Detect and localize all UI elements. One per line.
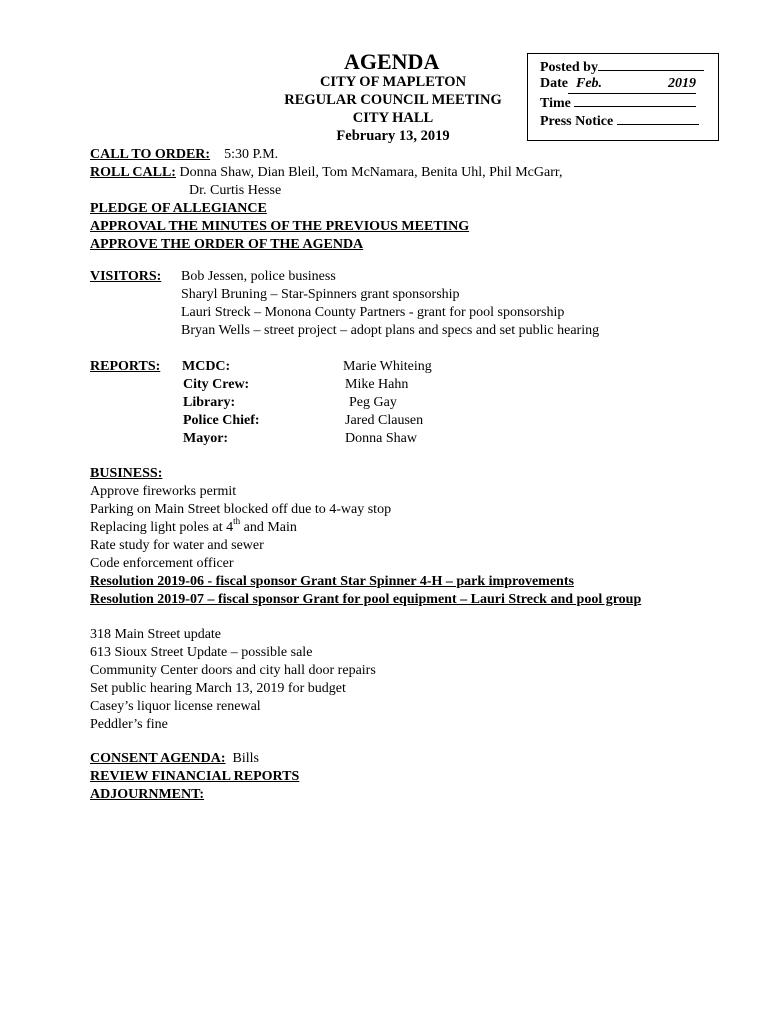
roll-call-label: ROLL CALL: — [90, 165, 176, 180]
business-item: Approve fireworks permit — [90, 484, 237, 499]
light-poles-text: Replacing light poles at 4 — [90, 520, 234, 535]
report-role: MCDC: — [182, 359, 231, 374]
report-name: Mike Hahn — [345, 377, 409, 392]
date-line — [540, 75, 696, 94]
report-name: Marie Whiteing — [343, 359, 432, 374]
time-line — [540, 93, 696, 113]
light-poles-text-end: and Main — [240, 520, 297, 535]
visitor-item: Bryan Wells – street project – adopt plans and specs and set public hearing — [181, 323, 600, 338]
visitor-item: Bob Jessen, police business — [181, 269, 336, 284]
call-to-order-label: CALL TO ORDER: — [90, 147, 211, 162]
date-year: 2019 — [668, 76, 696, 91]
report-name: Peg Gay — [349, 395, 397, 410]
press-notice-line — [540, 111, 699, 131]
meeting-type: REGULAR COUNCIL MEETING — [284, 92, 502, 108]
time-blank — [574, 93, 696, 107]
pledge-of-allegiance: PLEDGE OF ALLEGIANCE — [90, 201, 267, 216]
consent-agenda — [90, 750, 259, 768]
call-to-order-time: 5:30 P.M. — [224, 147, 279, 162]
business-item: Set public hearing March 13, 2019 for budget — [90, 681, 346, 696]
visitor-item: Lauri Streck – Monona County Partners - grant for pool sponsorship — [181, 305, 565, 320]
business-item: Peddler’s fine — [90, 717, 168, 732]
consent-agenda-value: Bills — [232, 751, 259, 766]
business-item-light-poles — [90, 516, 297, 537]
resolution-item: Resolution 2019-07 – fiscal sponsor Grant for pool equipment – Lauri Streck and pool group — [90, 592, 642, 607]
business-item: Casey’s liquor license renewal — [90, 699, 261, 714]
business-item: Code enforcement officer — [90, 556, 234, 571]
business-label: BUSINESS: — [90, 466, 163, 481]
visitor-item: Sharyl Bruning – Star-Spinners grant sponsorship — [181, 287, 460, 302]
date-label: Date — [540, 76, 568, 91]
report-role: Library: — [183, 395, 236, 410]
posted-by-blank — [598, 57, 704, 71]
posted-by-label: Posted by — [540, 60, 598, 75]
meeting-location: CITY HALL — [352, 110, 434, 126]
date-field — [568, 75, 696, 94]
meeting-date: February 13, 2019 — [336, 128, 450, 144]
report-name: Donna Shaw — [345, 431, 417, 446]
business-item: Parking on Main Street blocked off due to 4-way stop — [90, 502, 392, 517]
press-notice-label: Press Notice — [540, 114, 614, 129]
roll-call-names-2: Dr. Curtis Hesse — [189, 183, 282, 198]
posted-notice-box — [527, 53, 719, 141]
press-notice-blank — [617, 111, 699, 125]
roll-call-names-1: Donna Shaw, Dian Bleil, Tom McNamara, Benita Uhl, Phil McGarr, — [179, 165, 563, 180]
date-month: Feb. — [576, 76, 603, 91]
consent-agenda-label: CONSENT AGENDA: — [90, 751, 226, 766]
reports-label: REPORTS: — [90, 359, 161, 374]
visitors-label: VISITORS: — [90, 269, 162, 284]
business-item: Community Center doors and city hall door repairs — [90, 663, 376, 678]
report-role: Police Chief: — [183, 413, 260, 428]
resolution-item: Resolution 2019-06 - fiscal sponsor Grant Star Spinner 4-H – park improvements — [90, 574, 574, 589]
report-name: Jared Clausen — [345, 413, 424, 428]
review-financial-reports: REVIEW FINANCIAL REPORTS — [90, 769, 300, 784]
approve-minutes: APPROVAL THE MINUTES OF THE PREVIOUS MEETING — [90, 219, 470, 234]
business-item: 613 Sioux Street Update – possible sale — [90, 645, 313, 660]
approve-agenda-order: APPROVE THE ORDER OF THE AGENDA — [90, 237, 364, 252]
business-item: Rate study for water and sewer — [90, 538, 264, 553]
adjournment: ADJOURNMENT: — [90, 787, 205, 802]
posted-by-line — [540, 57, 704, 77]
roll-call — [90, 164, 562, 182]
time-label: Time — [540, 96, 571, 111]
light-poles-superscript: th — [233, 516, 241, 527]
city-name: CITY OF MAPLETON — [319, 74, 467, 90]
report-role: Mayor: — [183, 431, 229, 446]
agenda-title: AGENDA — [344, 49, 440, 74]
business-item: 318 Main Street update — [90, 627, 222, 642]
call-to-order — [90, 146, 278, 164]
report-role: City Crew: — [183, 377, 250, 392]
